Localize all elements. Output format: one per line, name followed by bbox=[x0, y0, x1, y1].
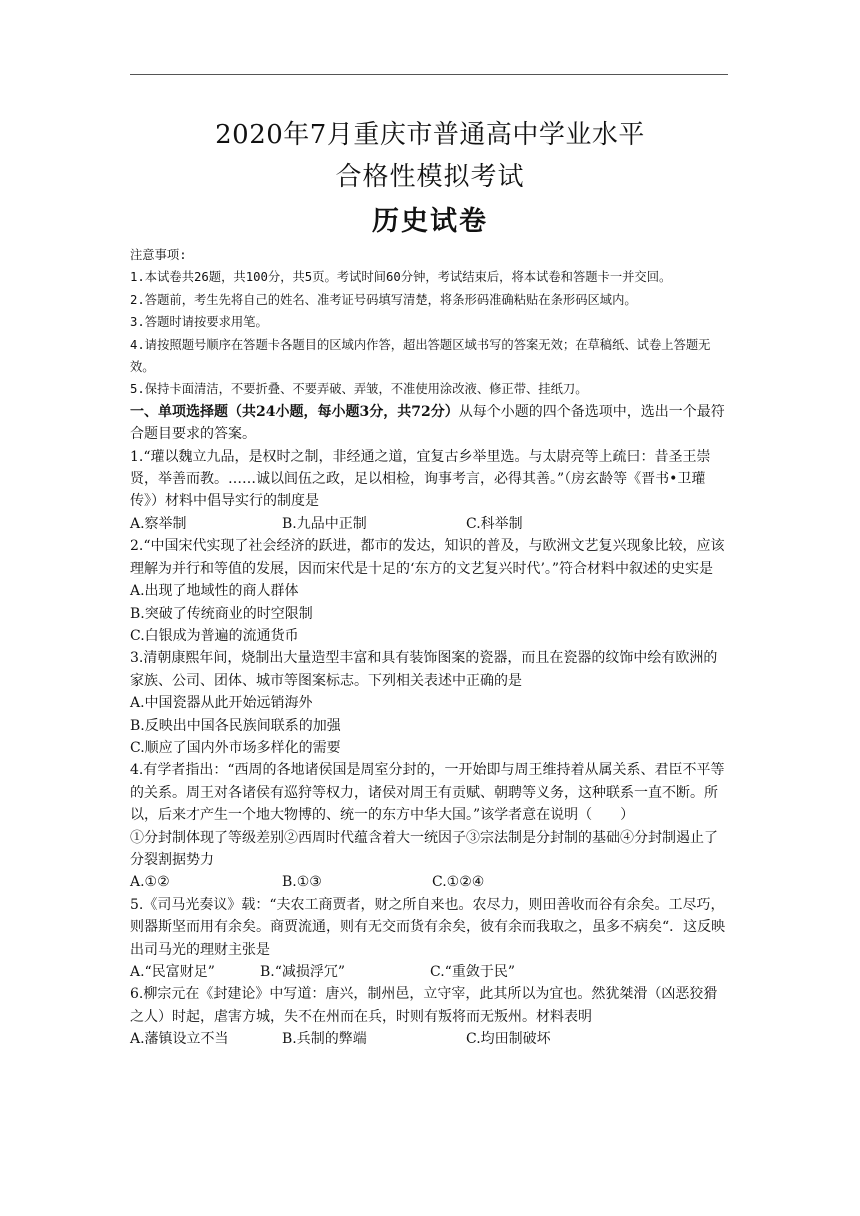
option-a: A.察举制 bbox=[130, 515, 187, 532]
notice-item: 2.答题前，考生先将自己的姓名、准考证号码填写清楚，将条形码准确粘贴在条形码区域内。 bbox=[130, 292, 637, 307]
notice-item: 1.本试卷共26题，共100分，共5页。考试时间60分钟，考试结束后，将本试卷和答题卡一并交回。 bbox=[130, 270, 672, 285]
question-stem: 3.清朝康熙年间，烧制出大量造型丰富和具有装饰图案的瓷器，而且在瓷器的纹饰中绘有欧洲的家族、公司、团体、城市等图案标志。下列相关表述中正确的是 bbox=[130, 650, 718, 689]
option-c: C.①②④ bbox=[432, 874, 485, 891]
question-stem: 2.“中国宋代实现了社会经济的跃进，都市的发达，知识的普及，与欧洲文艺复兴现象比较，应该理解为并行和等值的发展，因而宋代是十足的‘东方的文艺复兴时代’。”符合材料中叙述的史实是 bbox=[130, 538, 725, 577]
exam-body bbox=[130, 244, 730, 1051]
question-2 bbox=[130, 535, 730, 647]
exam-title-line1: 2020年7月重庆市普通高中学业水平 bbox=[215, 120, 645, 150]
option-b: B.兵制的弊端 bbox=[282, 1031, 367, 1048]
section-title: 一、单项选择题（共24小题，每小题3分，共72分） bbox=[130, 403, 459, 420]
question-6 bbox=[130, 983, 730, 1050]
notice-item: 3.答题时请按要求用笔。 bbox=[130, 315, 268, 330]
notice-heading: 注意事项: bbox=[130, 248, 187, 262]
options-row bbox=[130, 961, 730, 983]
option-c: C.均田制破坏 bbox=[466, 1031, 551, 1048]
question-3 bbox=[130, 647, 730, 759]
option-a: A.中国瓷器从此开始远销海外 bbox=[130, 695, 313, 712]
section-instructions: 从每个小题的四个备选项中，选出一个最符合题目要求的答案。 bbox=[130, 403, 725, 443]
section-heading bbox=[130, 401, 730, 446]
question-4 bbox=[130, 759, 730, 893]
question-5 bbox=[130, 894, 730, 984]
question-statements: ①分封制体现了等级差别②西周时代蕴含着大一统因子③宗法制是分封制的基础④分封制遏止了分裂割据势力 bbox=[130, 829, 718, 868]
option-b: B.①③ bbox=[282, 874, 322, 891]
options-row bbox=[130, 871, 730, 893]
exam-subject: 历史试卷 bbox=[372, 206, 488, 237]
notice-item: 5.保持卡面清洁，不要折叠、不要弄破、弄皱，不准使用涂改液、修正带、挂纸刀。 bbox=[130, 382, 588, 397]
option-b: B.反映出中国各民族间联系的加强 bbox=[130, 717, 341, 734]
question-stem: 1.“瓘以魏立九品，是权时之制，非经通之道，宜复古乡举里选。与太尉亮等上疏曰：昔圣王崇贤，举善而教。……诚以闾伍之政，足以相检，询事考言，必得其善。”（房玄龄等《晋书•卫瓘传》）材料中倡导实行的制度是 bbox=[130, 448, 711, 510]
question-stem: 5.《司马光奏议》载：“夫农工商贾者，财之所自来也。农尽力，则田善收而谷有余矣。工尽巧，则器斯坚而用有余矣。商贾流通，则有无交而货有余矣，彼有余而我取之，虽多不病矣“．这反映出司马光的理财主张是 bbox=[130, 896, 726, 958]
option-b: B.突破了传统商业的时空限制 bbox=[130, 605, 313, 622]
option-a: A.藩镇设立不当 bbox=[130, 1031, 229, 1048]
question-1 bbox=[130, 446, 730, 536]
option-a: A.出现了地域性的商人群体 bbox=[130, 583, 299, 600]
question-stem: 4.有学者指出：“西周的各地诸侯国是周室分封的，一开始即与周王维持着从属关系、君臣不平等的关系。周王对各诸侯有巡狩等权力，诸侯对周王有贡赋、朝聘等义务，这种联系一直不断。所以，后来才产生一个地大物博的、统一的东方中华大国。”该学者意在说明（ ） bbox=[130, 762, 725, 824]
notice-block bbox=[130, 244, 730, 401]
option-c: C.“重敛于民” bbox=[430, 964, 515, 980]
header-rule bbox=[130, 74, 728, 75]
option-c: C.顺应了国内外市场多样化的需要 bbox=[130, 739, 341, 756]
exam-title-line2: 合格性模拟考试 bbox=[335, 162, 525, 192]
options-row bbox=[130, 1028, 730, 1050]
question-stem: 6.柳宗元在《封建论》中写道：唐兴，制州邑，立守宰，此其所以为宜也。然犹桀滑（凶恶狡猾之人）时起，虐害方城，失不在州而在兵，时则有叛将而无叛州。材料表明 bbox=[130, 986, 718, 1025]
options-row bbox=[130, 513, 730, 535]
option-b: B.九品中正制 bbox=[282, 515, 367, 532]
option-b: B.“减损浮冗” bbox=[260, 964, 346, 980]
option-c: C.科举制 bbox=[466, 515, 523, 532]
notice-item: 4.请按照题号顺序在答题卡各题目的区域内作答，超出答题区域书写的答案无效；在草稿纸、试卷上答题无效。 bbox=[130, 337, 711, 375]
option-a: A.“民富财足” bbox=[130, 964, 215, 980]
option-a: A.①② bbox=[130, 874, 170, 891]
option-c: C.白银成为普遍的流通货币 bbox=[130, 627, 299, 644]
